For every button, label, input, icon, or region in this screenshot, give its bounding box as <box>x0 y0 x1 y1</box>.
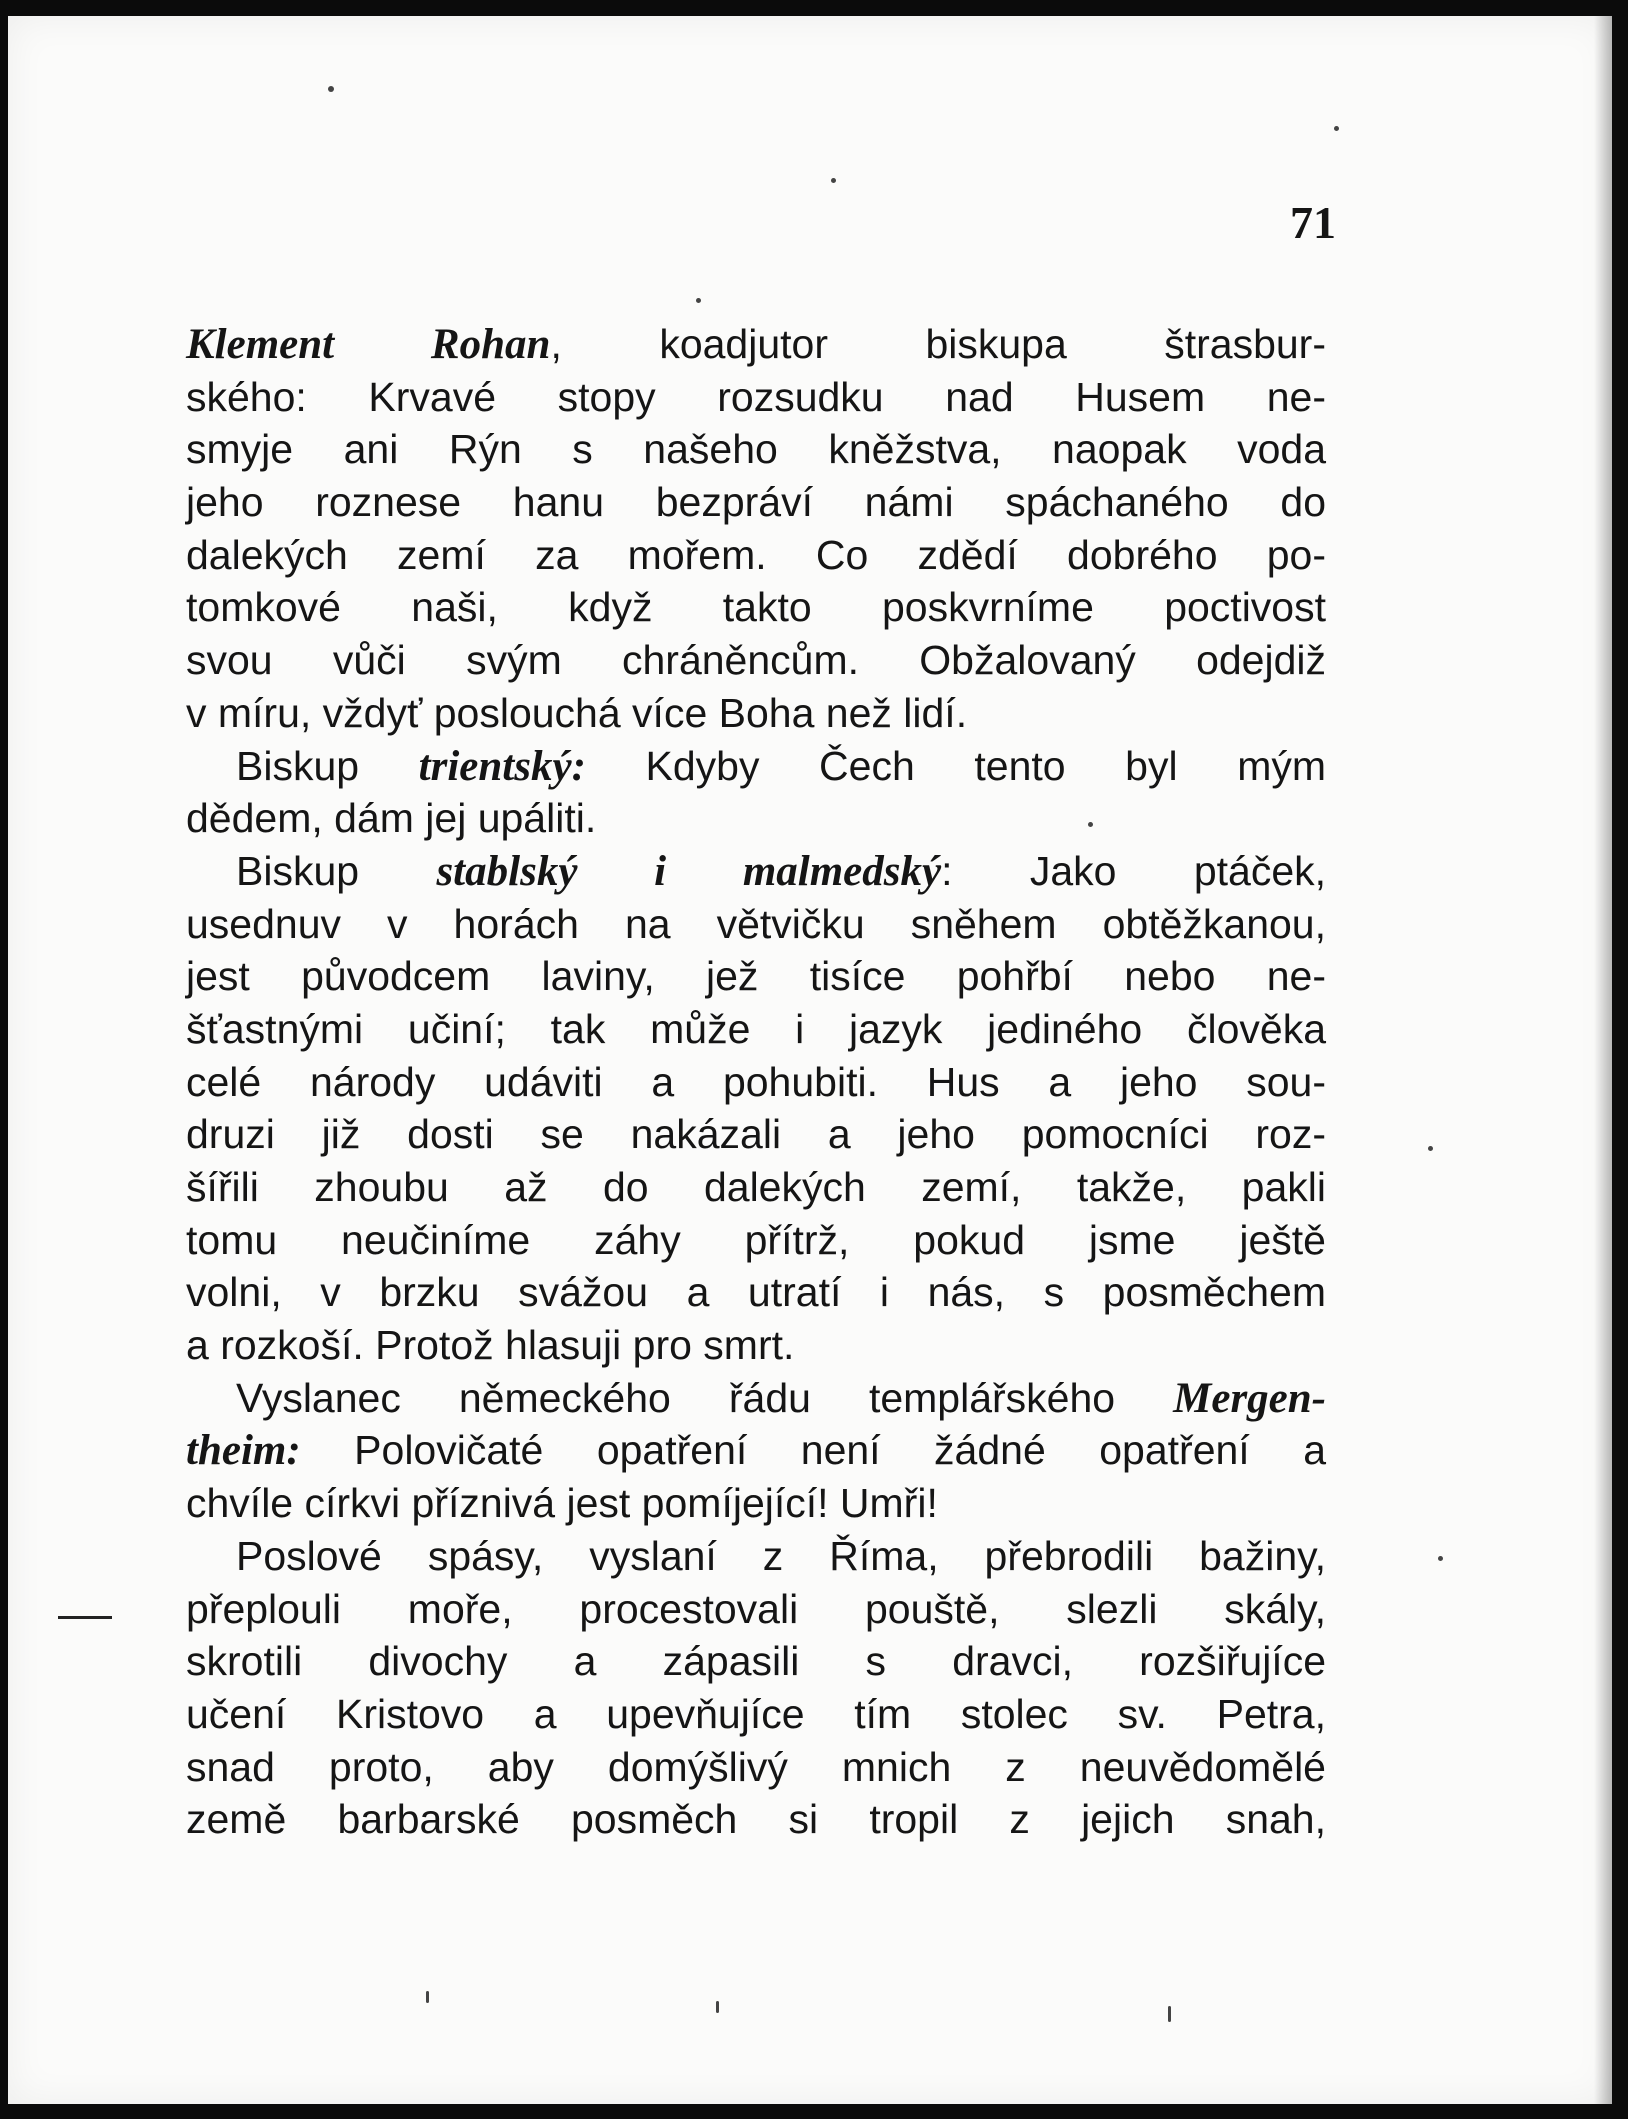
text-line: jest původcem laviny, jež tisíce pohřbí nebo ne- <box>186 953 1326 1000</box>
scan-speck <box>1168 2006 1171 2022</box>
page-number: 71 <box>1290 197 1336 248</box>
text-line: přeplouli moře, procestovali pouště, slezli skály, <box>186 1585 1326 1632</box>
text-line: dalekých zemí za mořem. Co zdědí dobrého po- <box>186 531 1326 578</box>
text-line: dědem, dám jej upáliti. <box>186 795 597 842</box>
text-line: Biskup trientský: Kdyby Čech tento byl mým <box>236 742 1326 790</box>
text-line: a rozkoší. Protož hlasuji pro smrt. <box>186 1322 795 1369</box>
text-line: jeho roznese hanu bezpráví námi spáchaného do <box>186 479 1326 526</box>
text-line: ského: Krvavé stopy rozsudku nad Husem ne- <box>186 373 1326 420</box>
scan-speck <box>696 298 701 303</box>
text-line: tomu neučiníme záhy přítrž, pokud jsme ještě <box>186 1216 1326 1263</box>
text-line: Poslové spásy, vyslaní z Říma, přebrodili bažiny, <box>236 1532 1326 1579</box>
speaker-name: trientský: <box>418 742 586 790</box>
scan-speck <box>426 1991 429 2003</box>
text-line: Klement Rohan, koadjutor biskupa štrasbur- <box>186 321 1326 368</box>
text-line: celé národy udáviti a pohubiti. Hus a jeho sou- <box>186 1058 1326 1105</box>
text-line: snad proto, aby domýšlivý mnich z neuvědomělé <box>186 1743 1326 1790</box>
page-edge-shadow <box>1594 16 1612 2104</box>
scan-speck <box>1438 1556 1443 1561</box>
speaker-name: Klement Rohan <box>186 321 551 368</box>
text-line: v míru, vždyť poslouchá více Boha než lidí. <box>186 689 968 736</box>
text-line: skrotili divochy a zápasili s dravci, rozšiřujíce <box>186 1638 1326 1685</box>
text-line: šířili zhoubu až do dalekých zemí, takže, pakli <box>186 1164 1326 1210</box>
text-line: svou vůči svým chráněncům. Obžalovaný odejdiž <box>186 637 1326 684</box>
text-line: učení Kristovo a upevňujíce tím stolec sv. Petra, <box>186 1690 1326 1737</box>
text-line: smyje ani Rýn s našeho kněžstva, naopak voda <box>186 426 1326 473</box>
scan-speck <box>831 178 836 183</box>
scan-speck <box>1428 1146 1433 1151</box>
body-text <box>186 318 1326 1846</box>
text-line: země barbarské posměch si tropil z jejich snah, <box>186 1796 1326 1843</box>
text-line: tomkové naši, když takto poskvrníme poctivost <box>186 584 1326 631</box>
book-page <box>8 16 1612 2104</box>
text-line: Vyslanec německého řádu templářského Mergen- <box>236 1374 1326 1422</box>
scan-speck <box>716 2001 719 2013</box>
text-line: usednuv v horách na větvičku sněhem obtěžkanou, <box>186 900 1326 947</box>
text-line: šťastnými učiní; tak může i jazyk jediného člověka <box>186 1005 1326 1052</box>
speaker-name: theim: <box>186 1427 301 1475</box>
scan-speck <box>328 86 334 92</box>
speaker-name: Mergen- <box>1173 1374 1326 1422</box>
text-line: druzi již dosti se nakázali a jeho pomocníci roz- <box>186 1111 1326 1158</box>
scan-speck <box>1088 822 1093 827</box>
scan-speck <box>1334 126 1339 131</box>
text-line: volni, v brzku svážou a utratí i nás, s posměchem <box>186 1269 1326 1316</box>
speaker-name: stablský i malmedský <box>436 847 942 895</box>
text-line: chvíle církvi příznivá jest pomíjející! Umři! <box>186 1480 938 1527</box>
text-line: Biskup stablský i malmedský: Jako ptáček, <box>236 847 1327 895</box>
text-line: theim: Polovičaté opatření není žádné opatření a <box>186 1427 1326 1475</box>
margin-dash-mark <box>58 1616 112 1619</box>
